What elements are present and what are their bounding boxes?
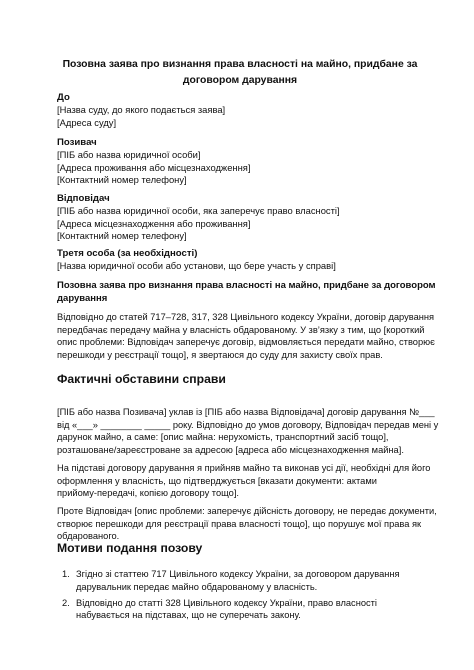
claim-heading-line: Позовна заява про визнання права власності на майно, придбане за договором [57, 280, 436, 291]
defendant-block [57, 192, 422, 243]
intro-line: перешкоди у реєстрації тощо], я звертаюся до суду для захисту своїх прав. [57, 350, 383, 361]
facts-line: розташоване/зареєстроване за адресою [адреса або місцезнаходження майна]. [57, 445, 404, 456]
defendant-address: [Адреса місцезнаходження або проживання] [57, 217, 251, 229]
list-item [57, 597, 422, 623]
facts-line: обдарованого. [57, 531, 120, 542]
facts-line: [ПІБ або назва Позивача] уклав із [ПІБ або назва Відповідача] договір дарування №___ [57, 407, 435, 417]
list-text [76, 597, 422, 623]
facts-line: Проте Відповідач [опис проблеми: заперечує дійсність договору, не передає документи, [57, 506, 437, 516]
facts-line: від «___» ________ _____ року. Відповідно до умов договору, Відповідач передав мені у [57, 419, 439, 430]
claim-heading-line: дарування [57, 293, 108, 304]
document-title [60, 57, 420, 89]
to-label: До [57, 92, 70, 103]
claim-heading [57, 279, 436, 305]
plaintiff-address: [Адреса проживання або місцезнаходження] [57, 161, 251, 173]
facts-paragraph-1 [57, 406, 439, 457]
list-number: 1. [62, 569, 70, 579]
plaintiff-label: Позивач [57, 137, 97, 148]
list-line: Згідно зі статтею 717 Цивільного кодексу України, за договором дарування [76, 569, 400, 579]
motives-list [57, 568, 422, 625]
intro-paragraph [57, 311, 435, 362]
list-line: набувається на підставах, що не суперечать закону. [76, 610, 301, 621]
plaintiff-phone: [Контактний номер телефону] [57, 174, 187, 186]
facts-paragraph-2 [57, 462, 431, 500]
facts-line: прийому-передачі, копією договору тощо]. [57, 488, 240, 499]
third-party-block [57, 247, 422, 273]
defendant-phone: [Контактний номер телефону] [57, 230, 187, 242]
third-party-label: Третя особа (за необхідності) [57, 248, 198, 259]
facts-line: створює перешкоди для реєстрації права власності тощо], що порушує мої права як [57, 518, 422, 529]
facts-line: дарунок майно, а саме: [опис майна: нерухомість, транспортний засіб тощо], [57, 432, 389, 443]
list-number: 2. [62, 597, 70, 608]
list-line: Відповідно до статті 328 Цивільного кодексу України, право власності [76, 597, 377, 608]
list-item [57, 568, 422, 594]
facts-heading: Фактичні обставини справи [57, 372, 226, 386]
title-line: договором дарування [182, 75, 298, 86]
to-block [57, 91, 422, 129]
third-party-name: [Назва юридичної особи або установи, що бере участь у справі] [57, 260, 336, 271]
list-text [76, 568, 422, 594]
plaintiff-name: [ПІБ або назва юридичної особи] [57, 149, 201, 160]
facts-paragraph-3 [57, 505, 437, 543]
intro-line: Відповідно до статей 717–728, 317, 328 Цивільного кодексу України, договір дарування [57, 312, 435, 322]
facts-line: На підставі договору дарування я прийняв майно та виконав усі дії, необхідні для його [57, 463, 431, 473]
defendant-name: [ПІБ або назва юридичної особи, яка заперечує право власності] [57, 205, 340, 216]
court-address: [Адреса суду] [57, 116, 117, 128]
title-line: Позовна заява про визнання права власності на майно, придбане за [62, 59, 418, 70]
court-name: [Назва суду, до якого подається заява] [57, 104, 226, 115]
list-line: дарувальник передає майно обдарованому у власність. [76, 581, 318, 592]
plaintiff-block [57, 136, 422, 187]
intro-line: передбачає передачу майна у власність обдарованому. У зв’язку з тим, що [короткий [57, 324, 425, 335]
facts-line: оформлення у власність, що підтверджується [вказати документи: актами [57, 475, 377, 486]
defendant-label: Відповідач [57, 193, 110, 204]
motives-heading: Мотиви подання позову [57, 541, 203, 555]
intro-line: опис проблеми: Відповідач заперечує договір, відмовляється передати майно, створює [57, 337, 435, 348]
